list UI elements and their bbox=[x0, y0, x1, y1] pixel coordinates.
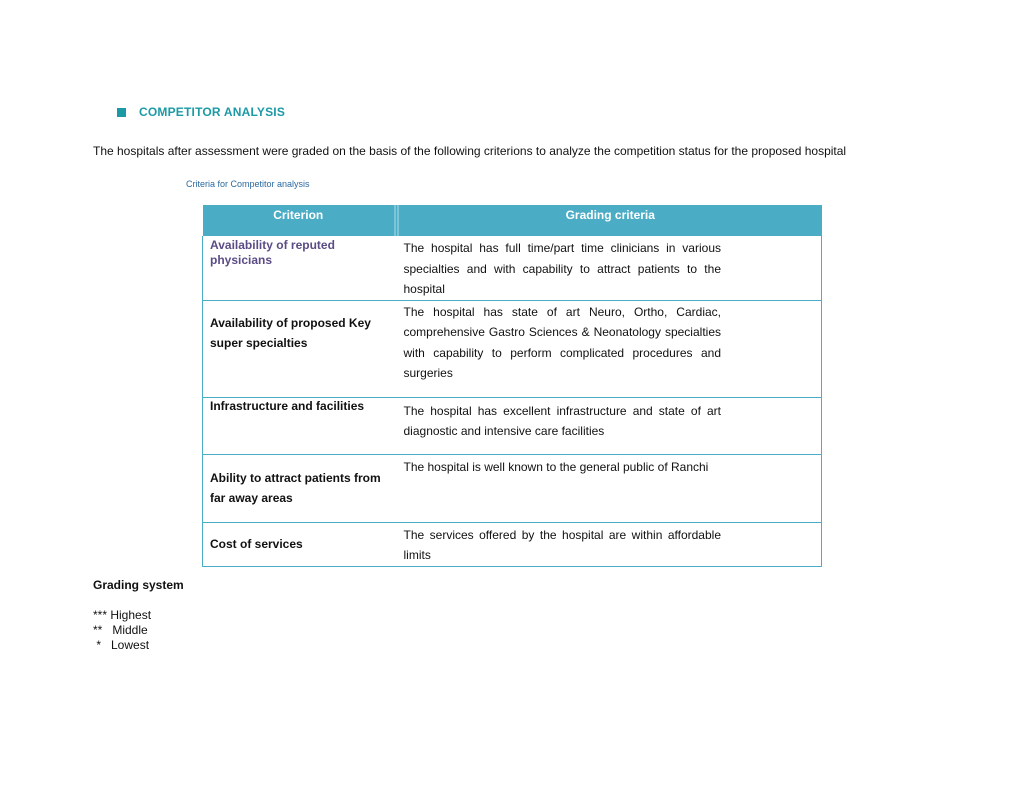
criteria-table bbox=[202, 205, 822, 567]
grading-text: The services offered by the hospital are within affordable limits bbox=[403, 527, 721, 562]
table-row bbox=[203, 454, 822, 522]
grading-text: The hospital is well known to the general public of Ranchi bbox=[403, 459, 709, 474]
criterion-cell bbox=[203, 236, 397, 300]
criterion-text: Ability to attract patients from far away areas bbox=[210, 470, 381, 505]
criterion-cell bbox=[203, 300, 397, 397]
criterion-cell bbox=[203, 454, 397, 522]
intro-paragraph: The hospitals after assessment were graded on the basis of the following criterions to analyze the competition status for the proposed hospital bbox=[93, 144, 847, 158]
table-header-row bbox=[203, 205, 822, 236]
grading-system-title: Grading system bbox=[93, 578, 184, 592]
header-grading-criteria: Grading criteria bbox=[397, 205, 822, 236]
table-row bbox=[203, 300, 822, 397]
grading-cell bbox=[397, 300, 822, 397]
section-heading-text: COMPETITOR ANALYSIS bbox=[139, 105, 286, 119]
grading-cell bbox=[397, 522, 822, 566]
square-bullet-icon bbox=[117, 108, 126, 117]
criterion-text: Availability of reputed physicians bbox=[210, 238, 335, 267]
table-row bbox=[203, 522, 822, 566]
section-heading bbox=[117, 105, 285, 119]
grade-lowest: * Lowest bbox=[93, 638, 150, 652]
grading-cell bbox=[397, 454, 822, 522]
criterion-text: Availability of proposed Key super specialties bbox=[210, 315, 371, 350]
grading-text: The hospital has full time/part time clinicians in various specialties and with capability to attract patients to the hospital bbox=[403, 241, 721, 296]
grading-text: The hospital has excellent infrastructure and state of art diagnostic and intensive care facilities bbox=[403, 403, 721, 438]
table-row bbox=[203, 397, 822, 454]
table-row bbox=[203, 236, 822, 300]
criterion-cell bbox=[203, 397, 397, 454]
grading-system-list bbox=[93, 608, 151, 653]
table-caption: Criteria for Competitor analysis bbox=[186, 179, 310, 189]
grade-highest: *** Highest bbox=[93, 608, 152, 622]
grading-cell bbox=[397, 397, 822, 454]
criterion-text: Cost of services bbox=[210, 537, 303, 551]
grading-text: The hospital has state of art Neuro, Ortho, Cardiac, comprehensive Gastro Sciences & Neonatology specialties with capability to perform complicated procedures and surgeries bbox=[403, 304, 721, 380]
criterion-cell bbox=[203, 522, 397, 566]
criterion-text: Infrastructure and facilities bbox=[210, 398, 365, 413]
grade-middle: ** Middle bbox=[93, 623, 148, 637]
header-criterion: Criterion bbox=[203, 205, 397, 236]
grading-cell bbox=[397, 236, 822, 300]
